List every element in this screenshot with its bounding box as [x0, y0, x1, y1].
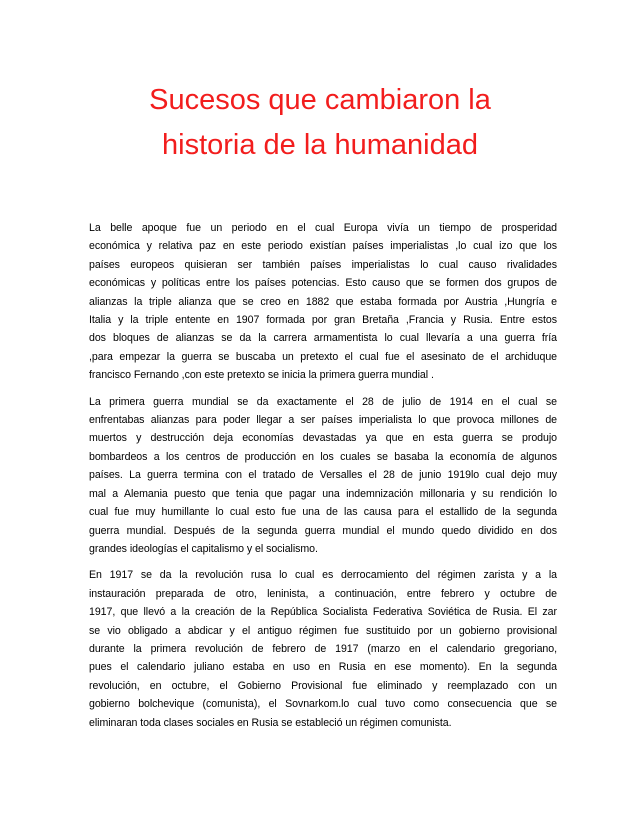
text-line: se vio obligado a abdicar y el antiguo régimen fue sustituido por un gobierno provisional — [89, 624, 557, 637]
text-line: enfrentabas alianzas para poder llegar a ser países imperialista lo que provoca millones de — [89, 414, 557, 427]
text-line: bombardeos a los centros de producción en los cuales se basaba la economía de algunos — [89, 450, 557, 463]
text-line: guerra mundial. Después de la segunda guerra mundial el mundo quedo dividido en dos — [89, 524, 557, 537]
text-line: grandes ideologías el capitalismo y el socialismo. — [89, 542, 318, 555]
title-line: historia de la humanidad — [162, 129, 478, 161]
text-line: países. La guerra termina con el tratado de Versalles el 28 de junio 1919lo cual dejo muy — [89, 469, 557, 482]
text-line: revolución, en octubre, el Gobierno Provisional fue eliminado y reemplazado con un — [89, 679, 557, 692]
text-line: instauración preparada de otro, leninista, a continuación, entre febrero y octubre de — [89, 587, 557, 600]
text-line: La primera guerra mundial se da exactamente el 28 de julio de 1914 en el cual se — [89, 395, 557, 408]
paragraph-russian-revolution — [89, 566, 557, 732]
text-line: económica y relativa paz en este periodo existían países imperialistas ,lo cual izo que los — [89, 240, 557, 253]
paragraph-belle-epoque — [89, 219, 557, 385]
text-line: ,para empezar la guerra se buscaba un pretexto el cual fue el asesinato de el archiduque — [89, 350, 557, 363]
text-line: durante la primera revolución de febrero de 1917 (marzo en el calendario gregoriano, — [89, 642, 557, 655]
text-line: gobierno bolchevique (comunista), el Sovnarkom.lo cual tuvo como consecuencia que se — [89, 698, 557, 711]
text-line: mal a Alemania puesto que tenia que pagar una indemnización millonaria y su rendición lo — [89, 487, 557, 500]
text-line: dos bloques de alianzas se da la carrera armamentista lo cual llevaría a una guerra fría — [89, 332, 557, 345]
document-title — [70, 78, 570, 168]
text-line: muertos y destrucción deja economías devastadas ya que en esta guerra se produjo — [89, 432, 557, 445]
text-line: Italia y la triple entente en 1907 formada por gran Bretaña ,Francia y Rusia. Entre estos — [89, 314, 557, 327]
text-line: eliminaran toda clases sociales en Rusia se estableció un régimen comunista. — [89, 716, 452, 729]
paragraph-first-world-war — [89, 393, 557, 559]
text-line: 1917, que llevó a la creación de la República Socialista Federativa Soviética de Rusia. El zar — [89, 606, 557, 619]
title-line: Sucesos que cambiaron la — [149, 84, 491, 116]
text-line: económicas y políticas entre los países potencias. Esto causo que se formen dos grupos de — [89, 277, 557, 290]
text-line: países europeos quisieran ser también países imperialistas lo cual causo rivalidades — [89, 258, 557, 271]
text-line: En 1917 se da la revolución rusa lo cual es derrocamiento del régimen zarista y a la — [89, 569, 557, 582]
text-line: cual fue muy humillante lo cual esto fue una de las causa para el estallido de la segunda — [89, 506, 557, 519]
text-line: francisco Fernando ,con este pretexto se inicia la primera guerra mundial . — [89, 369, 434, 382]
text-line: alianzas la triple alianza que se creo en 1882 que estaba formada por Austria ,Hungría e — [89, 295, 557, 308]
document-body — [89, 219, 557, 740]
text-line: pues el calendario juliano estaba en uso en Rusia en ese momento). En la segunda — [89, 661, 557, 674]
text-line: La belle apoque fue un periodo en el cual Europa vivía un tiempo de prosperidad — [89, 222, 557, 234]
